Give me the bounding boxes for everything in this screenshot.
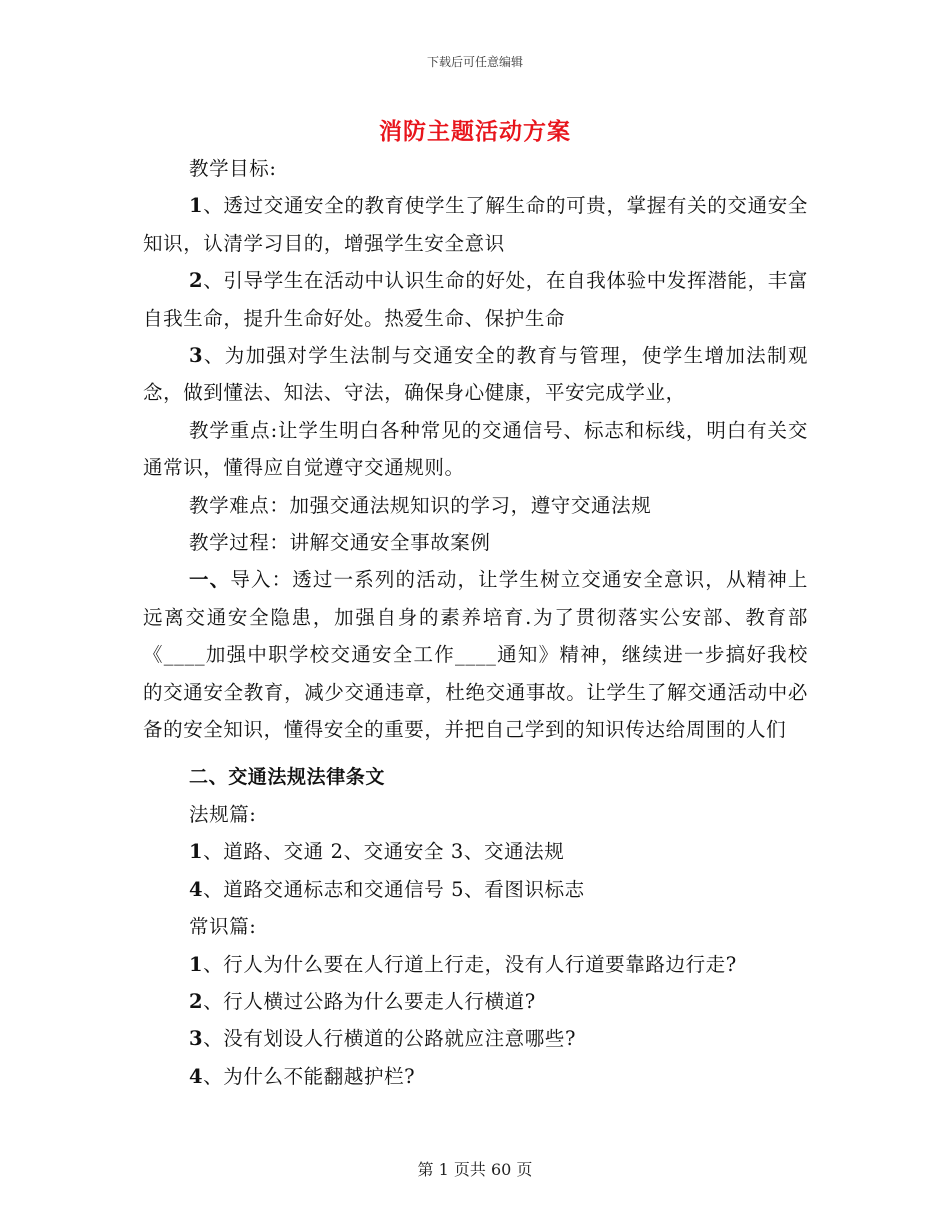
laws-line-1-number: 1 [189,840,204,864]
section-2-heading: 二、交通法规法律条文 [189,765,386,788]
question-1 [143,946,808,983]
question-3 [143,1020,808,1057]
laws-line-2 [143,871,808,908]
intro-text: 导入：透过一系列的活动，让学生树立交通安全意识，从精神上远离交通安全隐患，加强自身的素养培育.为了贯彻落实公安部、教育部《____加强中职学校交通安全工作____通知》精神，继续进一步搞好我校的交通安全教育，减少交通违章，杜绝交通事故。让学生了解交通活动中必备的安全知识，懂得安全的重要，并把自己学到的知识传达给周围的人们 [143,568,808,742]
intro-label: 一、 [189,568,231,592]
goal-item-3 [143,337,808,412]
goals-label: 教学目标: [189,157,277,180]
goal-1-text: 、透过交通安全的教育使学生了解生命的可贵，掌握有关的交通安全知识，认清学习目的，增强学生安全意识 [143,194,808,255]
process: 教学过程：讲解交通安全事故案例 [189,531,491,555]
question-1-text: 、行人为什么要在人行道上行走，没有人行道要靠路边行走? [203,952,737,976]
laws-line-2-number: 4 [189,877,204,901]
common-label: 常识篇: [189,915,257,939]
question-3-number: 3 [189,1027,204,1051]
laws-line-1 [143,833,808,870]
goal-3-text: 、为加强对学生法制与交通安全的教育与管理，使学生增加法制观念，做到懂法、知法、守法，确保身心健康，平安完成学业， [143,344,808,405]
question-4-text: 、为什么不能翻越护栏? [203,1064,416,1088]
laws-line-2-text: 、道路交通标志和交通信号 5、看图识标志 [203,877,585,901]
goal-3-number: 3 [189,344,204,368]
intro-paragraph [143,561,808,748]
goal-2-number: 2 [189,269,204,293]
document-body [143,150,808,1095]
question-4 [143,1058,808,1095]
laws-line-1-text: 、道路、交通 2、交通安全 3、交通法规 [203,840,565,864]
goal-item-2 [143,262,808,337]
header-note: 下载后可任意编辑 [426,55,523,69]
question-2 [143,983,808,1020]
difficulties: 教学难点：加强交通法规知识的学习，遵守交通法规 [189,493,652,517]
question-4-number: 4 [189,1064,204,1088]
question-1-number: 1 [189,952,204,976]
goal-2-text: 、引导学生在活动中认识生命的好处，在自我体验中发挥潜能，丰富自我生命，提升生命好处。热爱生命、保护生命 [143,269,808,330]
document-title: 消防主题活动方案 [379,118,571,145]
question-2-number: 2 [189,989,204,1013]
goal-item-1 [143,187,808,262]
question-3-text: 、没有划设人行横道的公路就应注意哪些? [203,1027,577,1051]
key-points: 教学重点:让学生明白各种常见的交通信号、标志和标线，明白有关交通常识，懂得应自觉遵守交通规则。 [143,418,808,480]
goal-1-number: 1 [189,194,204,218]
question-2-text: 、行人横过公路为什么要走人行横道? [203,989,536,1013]
laws-label: 法规篇: [189,802,257,826]
page-footer: 第 1 页共 60 页 [417,1160,533,1179]
